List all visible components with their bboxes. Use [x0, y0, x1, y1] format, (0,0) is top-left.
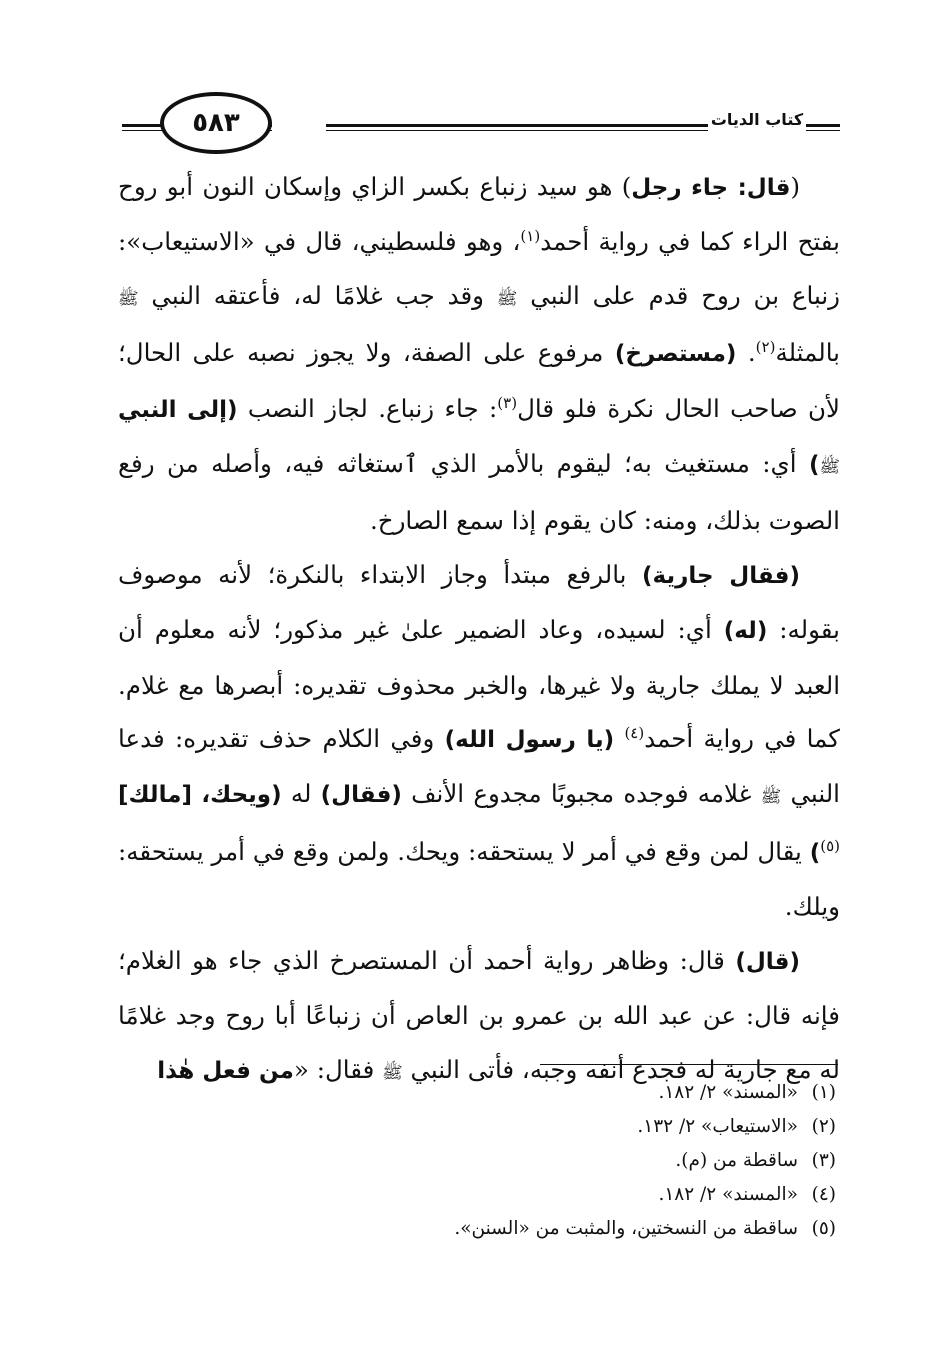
footnotes — [300, 1076, 836, 1246]
lemma: قال: جاء رجل — [631, 175, 791, 201]
lemma: (يا رسول الله) — [444, 727, 615, 754]
lemma: (إلى النبي — [118, 396, 238, 423]
page-header — [108, 84, 846, 164]
page-number: ٥٨٣ — [192, 108, 240, 138]
footnote — [300, 1178, 836, 1212]
text-run — [614, 724, 624, 753]
text-run: غلامه فوجده مجبوبًا مجدوع الأنف — [401, 779, 761, 809]
footnote-text: «المسند» ٢/ ١٨٢. — [658, 1184, 798, 1205]
footnote-text: «المسند» ٢/ ١٨٢. — [658, 1082, 798, 1103]
text-run: فقال: « — [293, 1054, 383, 1084]
footnote-ref: (١) — [520, 227, 541, 246]
text-run: يقال لمن وقع في أمر لا يستحقه: ويحك. ولمن وقع في أمر يستحقه: ويلك. — [118, 836, 840, 922]
page-number-badge — [160, 92, 272, 154]
salutation-glyph: ﷺ — [118, 288, 139, 309]
footnote-ref: (٣) — [497, 393, 518, 412]
text-run: وفي الكلام حذف تقديره: فدعا النبي — [118, 724, 840, 809]
paragraph: (قال: جاء رجل) هو سيد زنباع بكسر الزاي وإسكان النون أبو روح بفتح الراء كما في رواية أحمد$^{(١)}$، وهو فلسطيني، قال في «الاستيعاب»: زنباع بن روح قدم على النبي ﷺ وقد جب غلامًا له، فأعتقه النبي ﷺ بالمثلة$^{(٢)}$. (مستصرخ) مرفوع على الصفة، ولا يجوز نصبه على الحال؛ لأن صاحب الحال نكرة فلو قال$^{(٣)}$: جاء زنباع. لجاز النصب (إلى النبي ﷺ) أي: مستغيث به؛ ليقوم بالأمر الذي ٱستغاثه فيه، وأصله من رفع الصوت بذلك، ومنه: كان يقوم إذا سمع الصارخ. — [118, 172, 841, 536]
footnote-ref: (٢) — [755, 338, 776, 357]
text-run: هو سيد زنباع بكسر الزاي وإسكان النون أبو روح بفتح الراء كما في رواية أحمد — [118, 172, 840, 257]
footnote — [300, 1110, 836, 1144]
text-run: مرفوع على الصفة، ولا يجوز نصبه على الحال؛ لأن صاحب الحال نكرة فلو قال — [118, 338, 840, 423]
footnote-text: ساقطة من (م). — [675, 1150, 798, 1171]
text-run: بالمثلة — [775, 338, 840, 368]
footnote-number: (٢) — [811, 1116, 836, 1137]
text-run: أي: لسيده، وعاد الضمير علىٰ غير مذكور؛ لأنه معلوم أن العبد لا يملك جارية ولا غيرها، والخبر محذوف تقديره: أبصرها مع غلام. كما في رواية أحمد — [118, 615, 840, 754]
lemma: ) — [808, 452, 820, 479]
paragraph — [118, 934, 840, 1100]
salutation-glyph: ﷺ — [496, 288, 518, 309]
running-title: كتاب الديات — [710, 110, 804, 129]
header-rule — [806, 124, 840, 127]
footnote — [300, 1076, 836, 1110]
footnote-text: ساقطة من النسختين، والمثبت من «السنن». — [454, 1218, 798, 1239]
lemma: من فعل هٰذا — [157, 1057, 294, 1084]
footnote-text: «الاستيعاب» ٢/ ١٣٢. — [637, 1116, 798, 1137]
lemma: (فقال جارية) — [641, 562, 800, 589]
footnote-ref: (٥) — [820, 836, 840, 855]
footnote-ref: (٤) — [624, 723, 645, 742]
text-run: أي: مستغيث به؛ ليقوم بالأمر الذي ٱستغاثه فيه، وأصله من رفع الصوت بذلك، ومنه: كان يقوم إذا سمع الصارخ. — [118, 449, 840, 536]
footnote-number: (١) — [811, 1082, 836, 1103]
text-run: قال: وظاهر رواية أحمد أن المستصرخ الذي جاء هو الغلام؛ فإنه قال: عن عبد الله بن عمرو بن العاص أن زنباعًا أبا روح وجد غلامًا له مع جارية له فجدع أنفه وجبه، فأتى النبي — [118, 945, 840, 1084]
header-rule — [326, 130, 708, 131]
text-run: له — [281, 779, 321, 809]
paragraph — [118, 548, 840, 934]
header-rule — [806, 130, 840, 131]
footnote-separator — [540, 1064, 838, 1065]
lemma: (له) — [723, 618, 768, 645]
lemma: ) — [809, 839, 821, 866]
text-run: وقد جب غلامًا له، فأعتقه النبي — [138, 280, 497, 310]
salutation-glyph: ﷺ — [760, 787, 782, 808]
salutation-glyph: ﷺ — [819, 457, 840, 478]
text-run: ، وهو فلسطيني، قال في «الاستيعاب»: زنباع بن روح قدم على النبي — [118, 227, 841, 310]
text-run: : جاء زنباع. لجاز النصب — [237, 393, 498, 423]
footnote — [300, 1212, 836, 1246]
text-run: بالرفع مبتدأ وجاز الابتداء بالنكرة؛ لأنه موصوف بقوله: — [118, 559, 840, 645]
lemma: (مستصرخ) — [614, 341, 737, 368]
footnote-number: (٤) — [811, 1184, 836, 1205]
footnote-number: (٥) — [811, 1218, 836, 1239]
lemma: (فقال) — [320, 782, 402, 809]
text-run: . — [736, 338, 756, 368]
footnote — [300, 1144, 836, 1178]
lemma: (ويحك، [مالك] — [118, 782, 282, 809]
footnote-number: (٣) — [811, 1150, 836, 1171]
lemma: (قال) — [735, 948, 800, 975]
header-rule — [326, 124, 708, 127]
main-text — [118, 160, 840, 1100]
salutation-glyph: ﷺ — [382, 1062, 403, 1083]
